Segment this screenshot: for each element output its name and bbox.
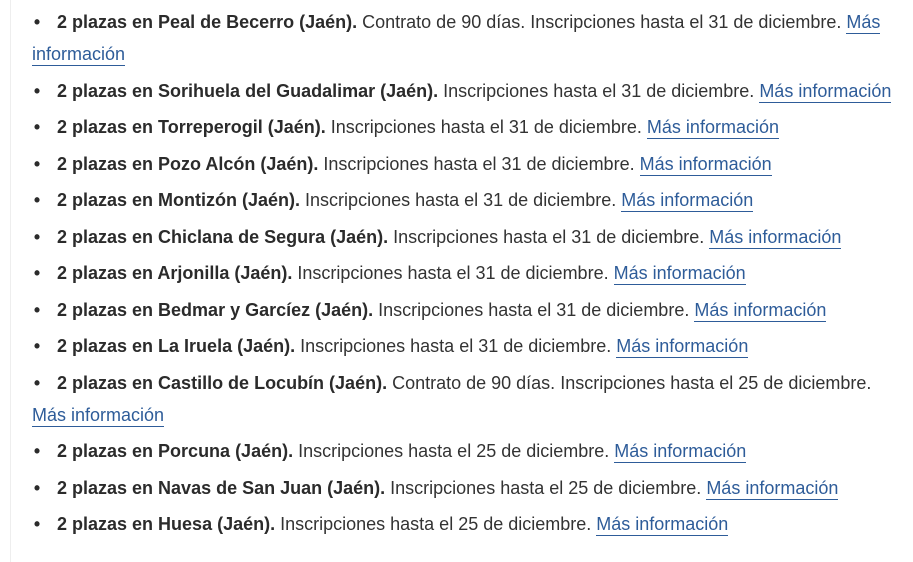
more-info-link[interactable]: Más información — [32, 12, 881, 64]
offer-title: 2 plazas en Montizón (Jaén). — [57, 190, 301, 210]
offer-description: Inscripciones hasta el 31 de diciembre. — [300, 190, 622, 210]
more-info-link[interactable]: Más información — [596, 514, 729, 534]
offer-title: 2 plazas en Torreperogil (Jaén). — [57, 117, 326, 137]
offer-description: Inscripciones hasta el 31 de diciembre. — [325, 117, 647, 137]
offer-description: Inscripciones hasta el 31 de diciembre. — [292, 263, 614, 283]
offer-title: 2 plazas en Sorihuela del Guadalimar (Jaén). — [57, 80, 439, 101]
offer-description: Inscripciones hasta el 31 de diciembre. — [318, 153, 640, 174]
offer-description: Inscripciones hasta el 31 de diciembre. — [295, 336, 617, 356]
offer-description: Inscripciones hasta el 31 de diciembre. — [373, 299, 695, 320]
list-item — [32, 435, 893, 467]
offer-description: Inscripciones hasta el 31 de diciembre. — [388, 226, 710, 247]
list-item — [32, 257, 893, 289]
offer-description: Contrato de 90 días. Inscripciones hasta el 31 de diciembre. — [357, 12, 847, 32]
bullet-icon: • — [33, 153, 41, 174]
offer-title: 2 plazas en Bedmar y Garcíez (Jaén). — [57, 299, 374, 320]
offer-description: Inscripciones hasta el 25 de diciembre. — [385, 477, 707, 498]
bullet-icon: • — [33, 441, 41, 461]
bullet-icon: • — [33, 263, 41, 283]
list-item — [32, 6, 893, 70]
bullet-icon: • — [33, 226, 41, 247]
bullet-icon: • — [33, 80, 41, 101]
offer-title: 2 plazas en Castillo de Locubín (Jaén). — [57, 372, 388, 393]
more-info-link[interactable]: Más información — [639, 153, 772, 174]
offer-title: 2 plazas en La Iruela (Jaén). — [57, 336, 296, 356]
offer-title: 2 plazas en Navas de San Juan (Jaén). — [57, 477, 386, 498]
list-item — [32, 148, 893, 180]
more-info-link[interactable]: Más información — [613, 263, 746, 283]
offer-title: 2 plazas en Pozo Alcón (Jaén). — [57, 153, 319, 174]
bullet-icon: • — [33, 299, 41, 320]
more-info-link[interactable]: Más información — [32, 404, 165, 425]
offer-title: 2 plazas en Porcuna (Jaén). — [57, 441, 294, 461]
more-info-link[interactable]: Más información — [614, 441, 747, 461]
list-item — [32, 111, 893, 143]
offer-description: Inscripciones hasta el 25 de diciembre. — [293, 441, 615, 461]
offer-description: Inscripciones hasta el 25 de diciembre. — [275, 514, 597, 534]
bullet-icon: • — [33, 117, 41, 137]
list-item — [32, 367, 893, 431]
more-info-link[interactable]: Más información — [621, 190, 754, 210]
more-info-link[interactable]: Más información — [694, 299, 827, 320]
more-info-link[interactable]: Más información — [759, 80, 892, 101]
bullet-icon: • — [33, 514, 41, 534]
offer-title: 2 plazas en Huesa (Jaén). — [57, 514, 276, 534]
list-item — [32, 221, 893, 253]
list-item — [32, 75, 893, 107]
list-item — [32, 472, 893, 504]
content-left-border — [10, 0, 11, 562]
offer-description: Inscripciones hasta el 31 de diciembre. — [438, 80, 760, 101]
bullet-icon: • — [33, 336, 41, 356]
list-item — [32, 508, 893, 540]
more-info-link[interactable]: Más información — [709, 226, 842, 247]
list-item — [32, 184, 893, 216]
offer-description: Contrato de 90 días. Inscripciones hasta el 25 de diciembre. — [387, 372, 872, 393]
offer-title: 2 plazas en Chiclana de Segura (Jaén). — [57, 226, 389, 247]
more-info-link[interactable]: Más información — [646, 117, 779, 137]
offer-title: 2 plazas en Arjonilla (Jaén). — [57, 263, 293, 283]
bullet-icon: • — [33, 477, 41, 498]
list-item — [32, 330, 893, 362]
more-info-link[interactable]: Más información — [706, 477, 839, 498]
bullet-icon: • — [33, 190, 41, 210]
bullet-icon: • — [33, 372, 41, 393]
offer-title: 2 plazas en Peal de Becerro (Jaén). — [57, 12, 358, 32]
list-item — [32, 294, 893, 326]
bullet-icon: • — [33, 12, 41, 32]
more-info-link[interactable]: Más información — [616, 336, 749, 356]
